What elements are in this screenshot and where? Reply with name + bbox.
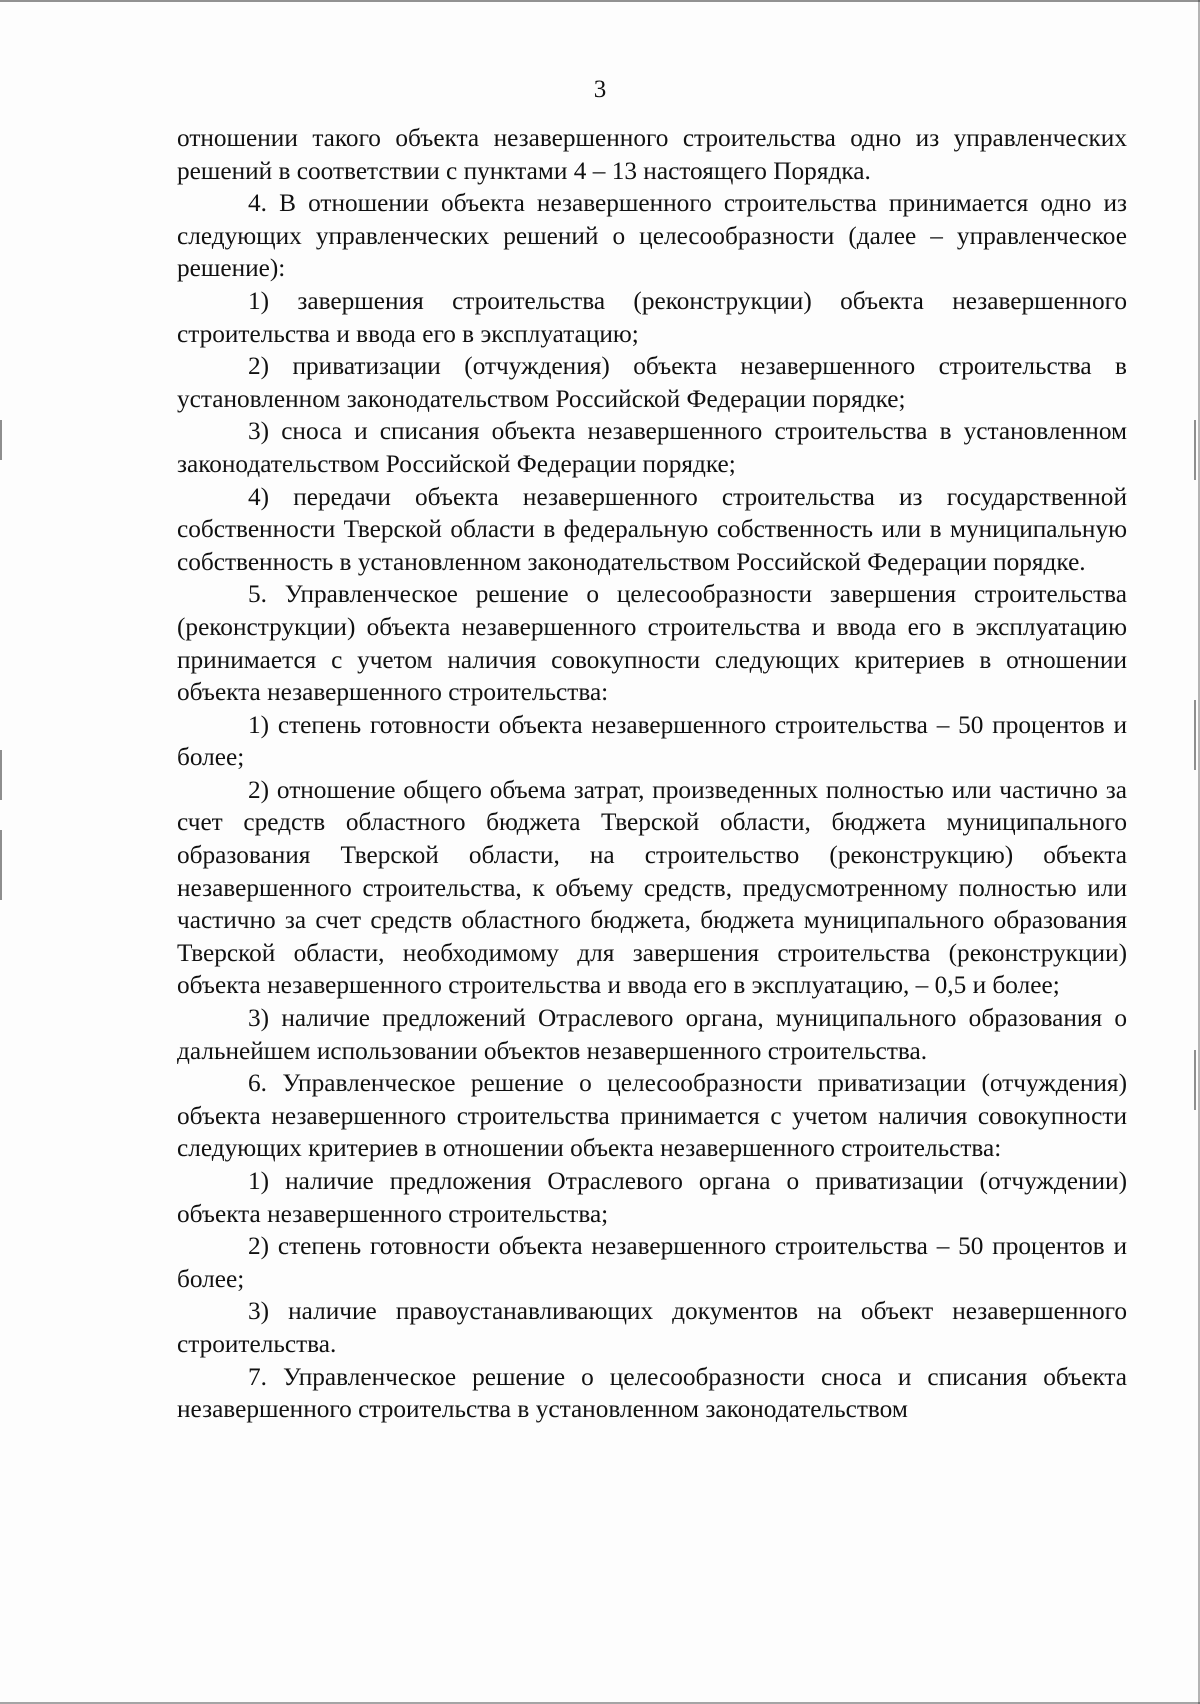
paragraph: 6. Управленческое решение о целесообразности приватизации (отчуждения) объекта незавершенного строительства принимается с учетом наличия совокупности следующих критериев в отношении объекта незавершенного строительства:	[177, 1069, 1127, 1163]
paragraph: 1) наличие предложения Отраслевого органа о приватизации (отчуждении) объекта незавершенного строительства;	[177, 1167, 1127, 1228]
paragraph: 3) наличие правоустанавливающих документов на объект незавершенного строительства.	[177, 1297, 1127, 1358]
paragraph: 1) степень готовности объекта незавершенного строительства – 50 процентов и более;	[177, 710, 1127, 772]
paragraph: отношении такого объекта незавершенного строительства одно из управленческих решений в соответствии с пунктами 4 – 13 настоящего Порядка.	[177, 124, 1127, 185]
scan-mark	[0, 750, 2, 800]
document-body	[177, 122, 1127, 1426]
paragraph: 4. В отношении объекта незавершенного строительства принимается одно из следующих управленческих решений о целесообразности (далее – управленческое решение):	[177, 189, 1127, 283]
paragraph: 1) завершения строительства (реконструкции) объекта незавершенного строительства и ввода его в эксплуатацию;	[177, 286, 1127, 348]
paragraph: 2) степень готовности объекта незавершенного строительства – 50 процентов и более;	[177, 1232, 1127, 1293]
paragraph: 2) отношение общего объема затрат, произведенных полностью или частично за счет средств областного бюджета Тверской области, бюджета муниципального образования Тверской области, на строительство (реконструкцию) объекта незавершенного строительства, к объему средств, предусмотренному полностью или частично за счет средств областного бюджета, бюджета муниципального образования Тверской области, необходимому для завершения строительства (реконструкции) объекта незавершенного строительства и ввода его в эксплуатацию, – 0,5 и более;	[177, 775, 1127, 1000]
scan-edge-top	[0, 0, 1200, 2]
page-number: 3	[593, 76, 607, 103]
paragraph: 3) сноса и списания объекта незавершенного строительства в установленном законодательством Российской Федерации порядке;	[177, 417, 1127, 478]
paragraph: 4) передачи объекта незавершенного строительства из государственной собственности Тверской области в федеральную собственность или в муниципальную собственность в установленном законодательством Российской Федерации порядке.	[177, 482, 1127, 576]
paragraph: 7. Управленческое решение о целесообразности сноса и списания объекта незавершенного строительства в установленном законодательством	[177, 1362, 1127, 1424]
paragraph: 2) приватизации (отчуждения) объекта незавершенного строительства в установленном законодательством Российской Федерации порядке;	[177, 352, 1127, 413]
scan-mark	[1194, 420, 1196, 480]
paragraph: 3) наличие предложений Отраслевого органа, муниципального образования о дальнейшем использовании объектов незавершенного строительства.	[177, 1004, 1127, 1065]
scan-mark	[0, 420, 2, 460]
scan-mark	[1194, 1050, 1196, 1110]
paragraph: 5. Управленческое решение о целесообразности завершения строительства (реконструкции) объекта незавершенного строительства и ввода его в эксплуатацию принимается с учетом наличия совокупности следующих критериев в отношении объекта незавершенного строительства:	[177, 580, 1127, 707]
scan-mark	[1194, 700, 1196, 770]
scan-mark	[0, 830, 2, 900]
